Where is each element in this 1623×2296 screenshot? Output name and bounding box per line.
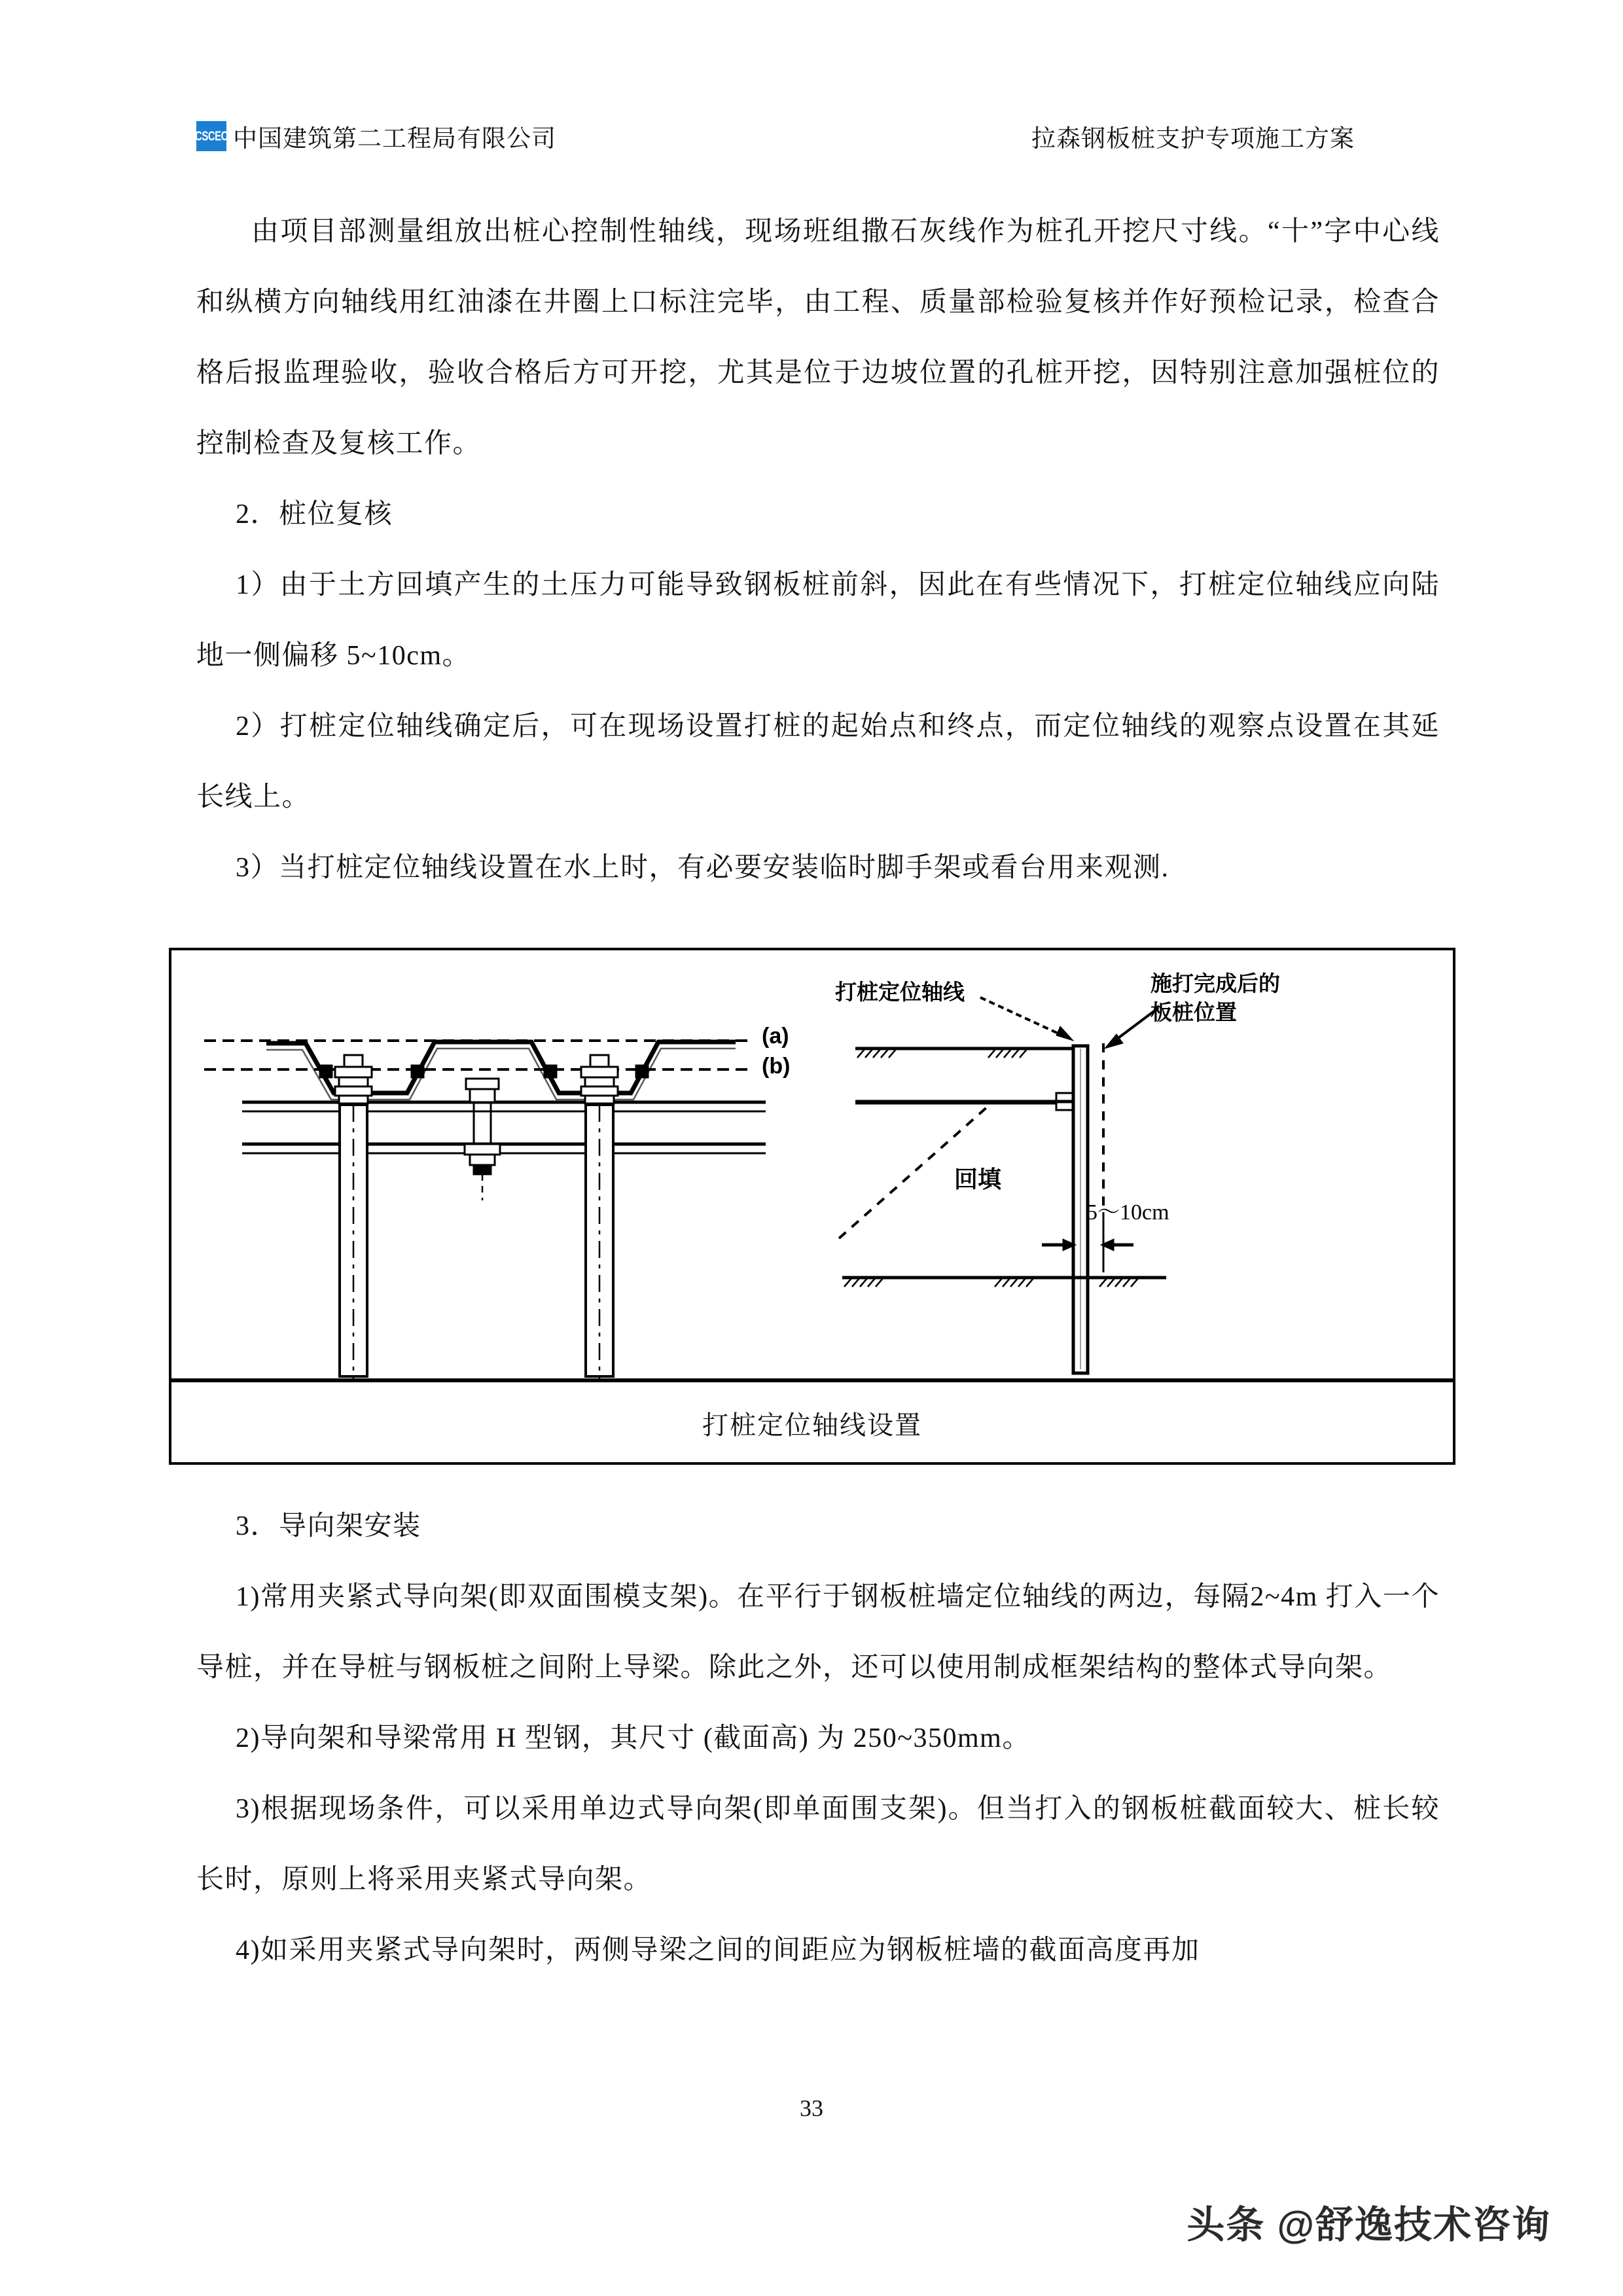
heading-guide-frame-install: 3．导向架安装 xyxy=(236,1511,421,1541)
paragraph-item-1: 1）由于土方回填产生的土压力可能导致钢板桩前斜，因此在有些情况下，打桩定位轴线应向陆地一侧偏移 5~10cm。 xyxy=(196,570,1440,671)
logo-text: CSCEC xyxy=(195,128,228,144)
diagram-axis-offset xyxy=(826,950,1441,1382)
paragraph-intro: 由项目部测量组放出桩心控制性轴线，现场班组撒石灰线作为桩孔开挖尺寸线。“十”字中心线和纵横方向轴线用红油漆在井圈上口标注完毕，由工程、质量部检验复核并作好预检记录，检查合格后报监理验收，验收合格后方可开挖，尤其是位于边坡位置的孔桩开挖，因特别注意加强桩位的控制检查及复核工作。 xyxy=(196,217,1440,459)
header-left-group xyxy=(196,118,556,154)
cscec-logo-icon xyxy=(196,121,226,151)
page-number: 33 xyxy=(800,2095,823,2121)
paragraph-guide-item-3: 3)根据现场条件，可以采用单边式导向架(即单面围支架)。但当打入的钢板桩截面较大、桩长较长时，原则上将采用夹紧式导向架。 xyxy=(196,1794,1440,1895)
figure-drawing-area xyxy=(171,950,1453,1382)
label-reference-line-b: (b) xyxy=(762,1054,791,1079)
label-reference-line-a: (a) xyxy=(762,1024,789,1049)
label-backfill: 回填 xyxy=(954,1166,1002,1193)
label-driving-axis-line: 打桩定位轴线 xyxy=(835,980,965,1004)
paragraph-guide-item-2: 2)导向架和导梁常用 H 型钢，其尺寸 (截面高) 为 250~350mm。 xyxy=(236,1723,1031,1753)
label-final-pile-position-line1: 施打完成后的 xyxy=(1150,971,1280,996)
label-final-pile-position-line2: 板桩位置 xyxy=(1150,1000,1237,1024)
paragraph-item-2: 2）打桩定位轴线确定后，可在现场设置打桩的起始点和终点，而定位轴线的观察点设置在其延长线上。 xyxy=(196,711,1440,812)
paragraph-guide-item-4: 4)如采用夹紧式导向架时，两侧导梁之间的间距应为钢板桩墙的截面高度再加 xyxy=(236,1935,1200,1965)
page-header xyxy=(196,110,1440,162)
body-text-upper xyxy=(196,196,1440,903)
paragraph-guide-item-1: 1)常用夹紧式导向架(即双面围模支架)。在平行于钢板桩墙定位轴线的两边，每隔2~4m 打入一个导桩，并在导桩与钢板桩之间附上导梁。除此之外，还可以使用制成框架结构的整体式导向架。 xyxy=(196,1582,1440,1683)
paragraph-item-3: 3）当打桩定位轴线设置在水上时，有必要安装临时脚手架或看台用来观测. xyxy=(236,853,1169,883)
header-document-title: 拉森钢板桩支护专项施工方案 xyxy=(1031,126,1355,152)
figure-caption: 打桩定位轴线设置 xyxy=(702,1410,922,1440)
sheet-pile-section-svg xyxy=(191,950,813,1382)
header-company-name: 中国建筑第二工程局有限公司 xyxy=(233,126,556,152)
figure-pile-axis-setup xyxy=(169,948,1455,1465)
label-offset-dimension: 5～10cm xyxy=(1086,1200,1169,1225)
body-text-lower xyxy=(196,1491,1440,1986)
watermark: 头条 @舒逸技术咨询 xyxy=(1186,2204,1551,2246)
axis-offset-svg xyxy=(826,950,1441,1382)
diagram-sheet-pile-section xyxy=(191,950,813,1382)
heading-pile-position-review: 2．桩位复核 xyxy=(236,499,393,529)
